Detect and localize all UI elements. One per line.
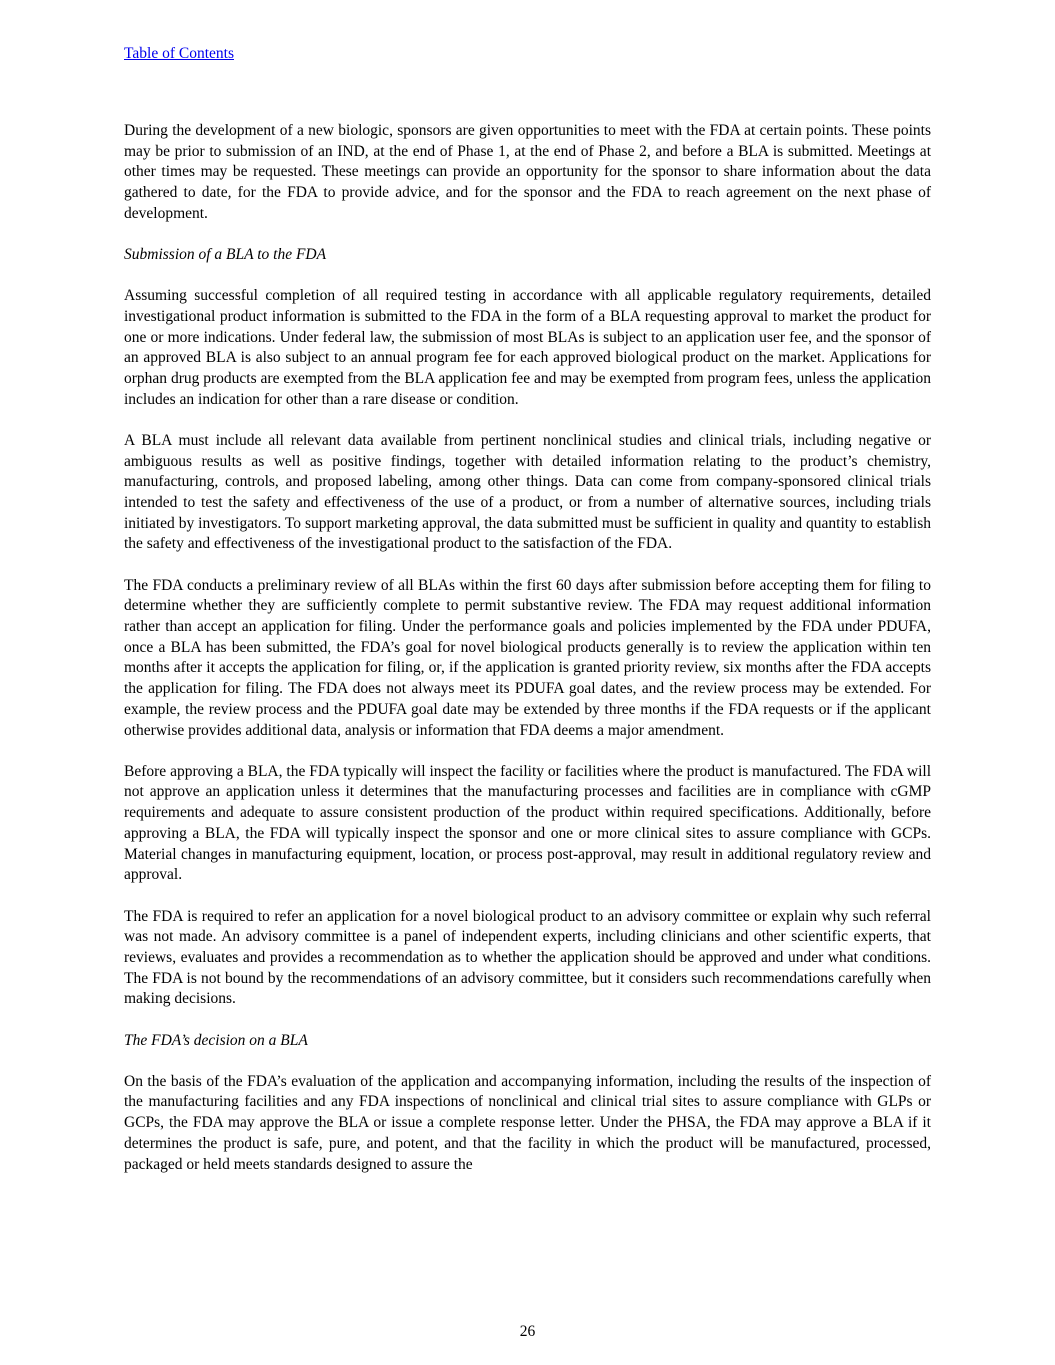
document-body	[124, 121, 931, 1196]
paragraph-bla-contents: A BLA must include all relevant data available from pertinent nonclinical studies and clinical trials, including negative or ambiguous results as well as positive findings, together with detailed information relating to the product’s chemistry, manufacturing, controls, and proposed labeling, among other things. Data can come from company-sponsored clinical trials intended to test the safety and effectiveness of the use of a product, or from a number of alternative sources, including trials initiated by investigators. To support marketing approval, the data submitted must be sufficient in quality and quantity to establish the safety and effectiveness of the investigational product to the satisfaction of the FDA.	[124, 431, 931, 553]
paragraph-advisory-committee: The FDA is required to refer an application for a novel biological product to an advisory committee or explain why such referral was not made. An advisory committee is a panel of independent experts, including clinicians and other scientific experts, that reviews, evaluates and provides a recommendation as to whether the application should be approved and under what conditions. The FDA is not bound by the recommendations of an advisory committee, but it considers such recommendations carefully when making decisions.	[124, 907, 931, 1008]
paragraph-facility-inspection: Before approving a BLA, the FDA typically will inspect the facility or facilities where the product is manufactured. The FDA will not approve an application unless it determines that the manufacturing processes and facilities are in compliance with cGMP requirements and adequate to assure consistent production of the product within required specifications. Additionally, before approving a BLA, the FDA will typically inspect the sponsor and one or more clinical sites to assure compliance with GCPs. Material changes in manufacturing equipment, location, or process post-approval, may result in additional regulatory review and approval.	[124, 762, 931, 884]
page-number: 26	[519, 1323, 536, 1340]
paragraph-bla-submission: Assuming successful completion of all required testing in accordance with all applicable regulatory requirements, detailed investigational product information is submitted to the FDA in the form of a BLA requesting approval to market the product for one or more indications. Under federal law, the submission of most BLAs is subject to an application user fee, and the sponsor of an approved BLA is also subject to an annual program fee for each approved biological product on the market. Applications for orphan drug products are exempted from the BLA application fee and may be exempted from program fees, unless the application includes an indication for other than a rare disease or condition.	[124, 287, 931, 408]
section-heading-fda-decision: The FDA’s decision on a BLA	[124, 1031, 308, 1049]
section-heading-bla-submission: Submission of a BLA to the FDA	[124, 246, 327, 264]
paragraph-fda-decision: On the basis of the FDA’s evaluation of the application and accompanying information, including the results of the inspection of the manufacturing facilities and any FDA inspections of nonclinical and clinical trial sites to assure compliance with GLPs or GCPs, the FDA may approve the BLA or issue a complete response letter. Under the PHSA, the FDA may approve a BLA if it determines the product is safe, pure, and potent, and that the facility in which the product will be manufactured, processed, packaged or held meets standards designed to assure the	[124, 1072, 931, 1173]
paragraph-fda-review: The FDA conducts a preliminary review of all BLAs within the first 60 days after submission before accepting them for filing to determine whether they are sufficiently complete to permit substantive review. The FDA may request additional information rather than accept an application for filing. Under the performance goals and policies implemented by the FDA under PDUFA, once a BLA has been submitted, the FDA’s goal for novel biological products generally is to review the application within ten months after it accepts the application for filing, or, if the application is granted priority review, six months after the FDA accepts the application for filing. The FDA does not always meet its PDUFA goal dates, and the review process may be extended. For example, the review process and the PDUFA goal date may be extended by three months if the FDA requests or if the applicant otherwise provides additional data, analysis or information that FDA deems a major amendment.	[124, 576, 931, 739]
table-of-contents-link[interactable]: Table of Contents	[124, 45, 234, 62]
paragraph-development-meetings: During the development of a new biologic, sponsors are given opportunities to meet with the FDA at certain points. These points may be prior to submission of an IND, at the end of Phase 1, at the end of Phase 2, and before a BLA is submitted. Meetings at other times may be requested. These meetings can provide an opportunity for the sponsor to share information about the data gathered to date, for the FDA to provide advice, and for the sponsor and the FDA to reach agreement on the next phase of development.	[124, 122, 931, 222]
